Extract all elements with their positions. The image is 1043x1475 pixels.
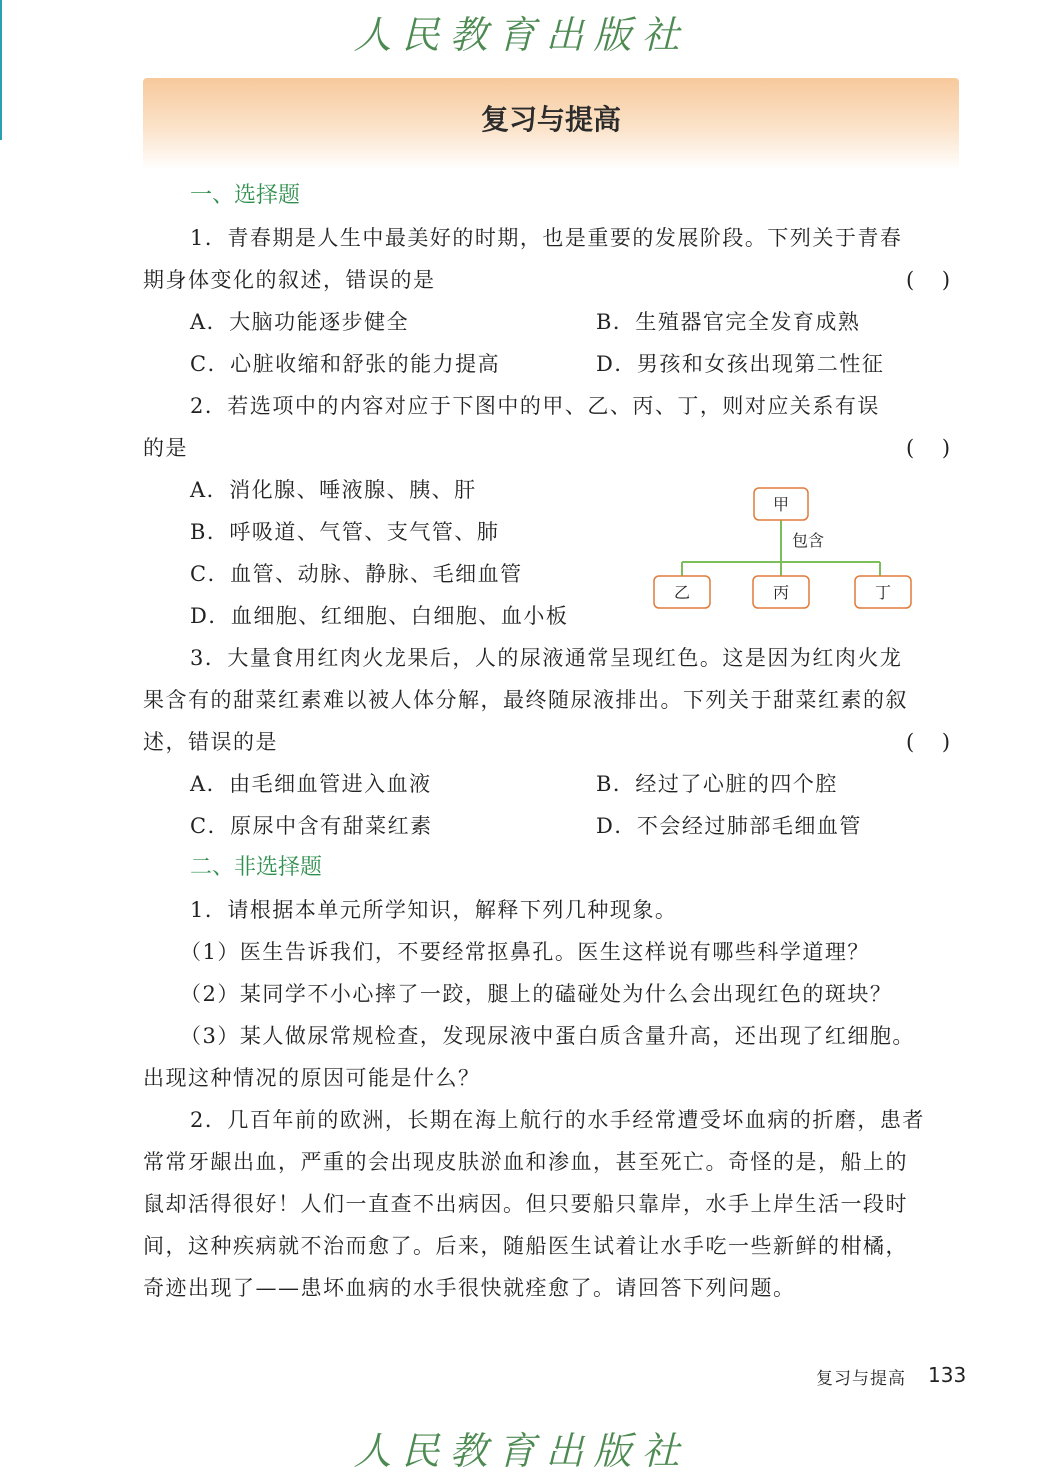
page-number: 133 <box>928 1363 967 1387</box>
page-title: 复习与提高 <box>480 103 621 136</box>
section-heading-choice: 一、选择题 <box>190 183 301 208</box>
q2-option-d: D．血细胞、红细胞、白细胞、血小板 <box>190 604 569 628</box>
diagram-label-top: 甲 <box>772 495 790 514</box>
publisher-watermark-bottom: 人民教育出版社 <box>353 1429 690 1473</box>
q3-option-b: B．经过了心脏的四个腔 <box>596 772 838 796</box>
footer-section-label: 复习与提高 <box>816 1369 906 1389</box>
q2-option-b: B．呼吸道、气管、支气管、肺 <box>190 520 500 544</box>
q2-option-c: C．血管、动脉、静脉、毛细血管 <box>190 562 523 586</box>
s2-q2-line2: 常常牙龈出血，严重的会出现皮肤淤血和渗血，甚至死亡。奇怪的是，船上的 <box>143 1150 908 1174</box>
diagram-relation-label: 包含 <box>791 531 825 550</box>
diagram-label-middle: 丙 <box>772 583 790 602</box>
s2-q1-sub1: （1）医生告诉我们，不要经常抠鼻孔。医生这样说有哪些科学道理？ <box>180 940 870 964</box>
q1-answer-paren: ( ) <box>906 268 951 292</box>
section-heading-nonchoice: 二、非选择题 <box>190 855 323 880</box>
inclusion-diagram <box>650 482 915 614</box>
q1-option-c: C．心脏收缩和舒张的能力提高 <box>190 352 501 376</box>
q3-text-line1: 3．大量食用红肉火龙果后，人的尿液通常呈现红色。这是因为红肉火龙 <box>190 646 903 670</box>
title-banner <box>143 78 959 170</box>
q1-option-a: A．大脑功能逐步健全 <box>190 310 410 334</box>
q1-text-line2: 期身体变化的叙述，错误的是 <box>143 268 436 292</box>
publisher-watermark-top: 人民教育出版社 <box>353 13 690 57</box>
s2-q1-sub2: （2）某同学不小心摔了一跤，腿上的磕碰处为什么会出现红色的斑块？ <box>180 982 893 1006</box>
q3-text-line3: 述，错误的是 <box>143 730 278 754</box>
q1-option-b: B．生殖器官完全发育成熟 <box>596 310 861 334</box>
q2-option-a: A．消化腺、唾液腺、胰、肝 <box>190 478 477 502</box>
s2-q1-sub3-line2: 出现这种情况的原因可能是什么？ <box>143 1066 481 1090</box>
q3-answer-paren: ( ) <box>906 730 951 754</box>
q2-text-line1: 2．若选项中的内容对应于下图中的甲、乙、丙、丁，则对应关系有误 <box>190 394 880 418</box>
s2-q2-line3: 鼠却活得很好！人们一直查不出病因。但只要船只靠岸，水手上岸生活一段时 <box>143 1192 908 1216</box>
q2-text-line2: 的是 <box>143 436 188 460</box>
q3-option-d: D．不会经过肺部毛细血管 <box>596 814 862 838</box>
s2-q2-line5: 奇迹出现了——患坏血病的水手很快就痊愈了。请回答下列问题。 <box>143 1276 796 1300</box>
q3-option-a: A．由毛细血管进入血液 <box>190 772 432 796</box>
q2-answer-paren: ( ) <box>906 436 951 460</box>
s2-q1-sub3-line1: （3）某人做尿常规检查，发现尿液中蛋白质含量升高，还出现了红细胞。 <box>180 1024 915 1048</box>
q1-option-d: D．男孩和女孩出现第二性征 <box>596 352 885 376</box>
s2-q1-text: 1．请根据本单元所学知识，解释下列几种现象。 <box>190 898 678 922</box>
q3-text-line2: 果含有的甜菜红素难以被人体分解，最终随尿液排出。下列关于甜菜红素的叙 <box>143 688 908 712</box>
diagram-label-right: 丁 <box>874 583 892 602</box>
q3-option-c: C．原尿中含有甜菜红素 <box>190 814 433 838</box>
q1-text-line1: 1．青春期是人生中最美好的时期，也是重要的发展阶段。下列关于青春 <box>190 226 903 250</box>
s2-q2-line4: 间，这种疾病就不治而愈了。后来，随船医生试着让水手吃一些新鲜的柑橘， <box>143 1234 908 1258</box>
diagram-label-left: 乙 <box>673 583 691 602</box>
s2-q2-line1: 2．几百年前的欧洲，长期在海上航行的水手经常遭受坏血病的折磨，患者 <box>190 1108 925 1132</box>
